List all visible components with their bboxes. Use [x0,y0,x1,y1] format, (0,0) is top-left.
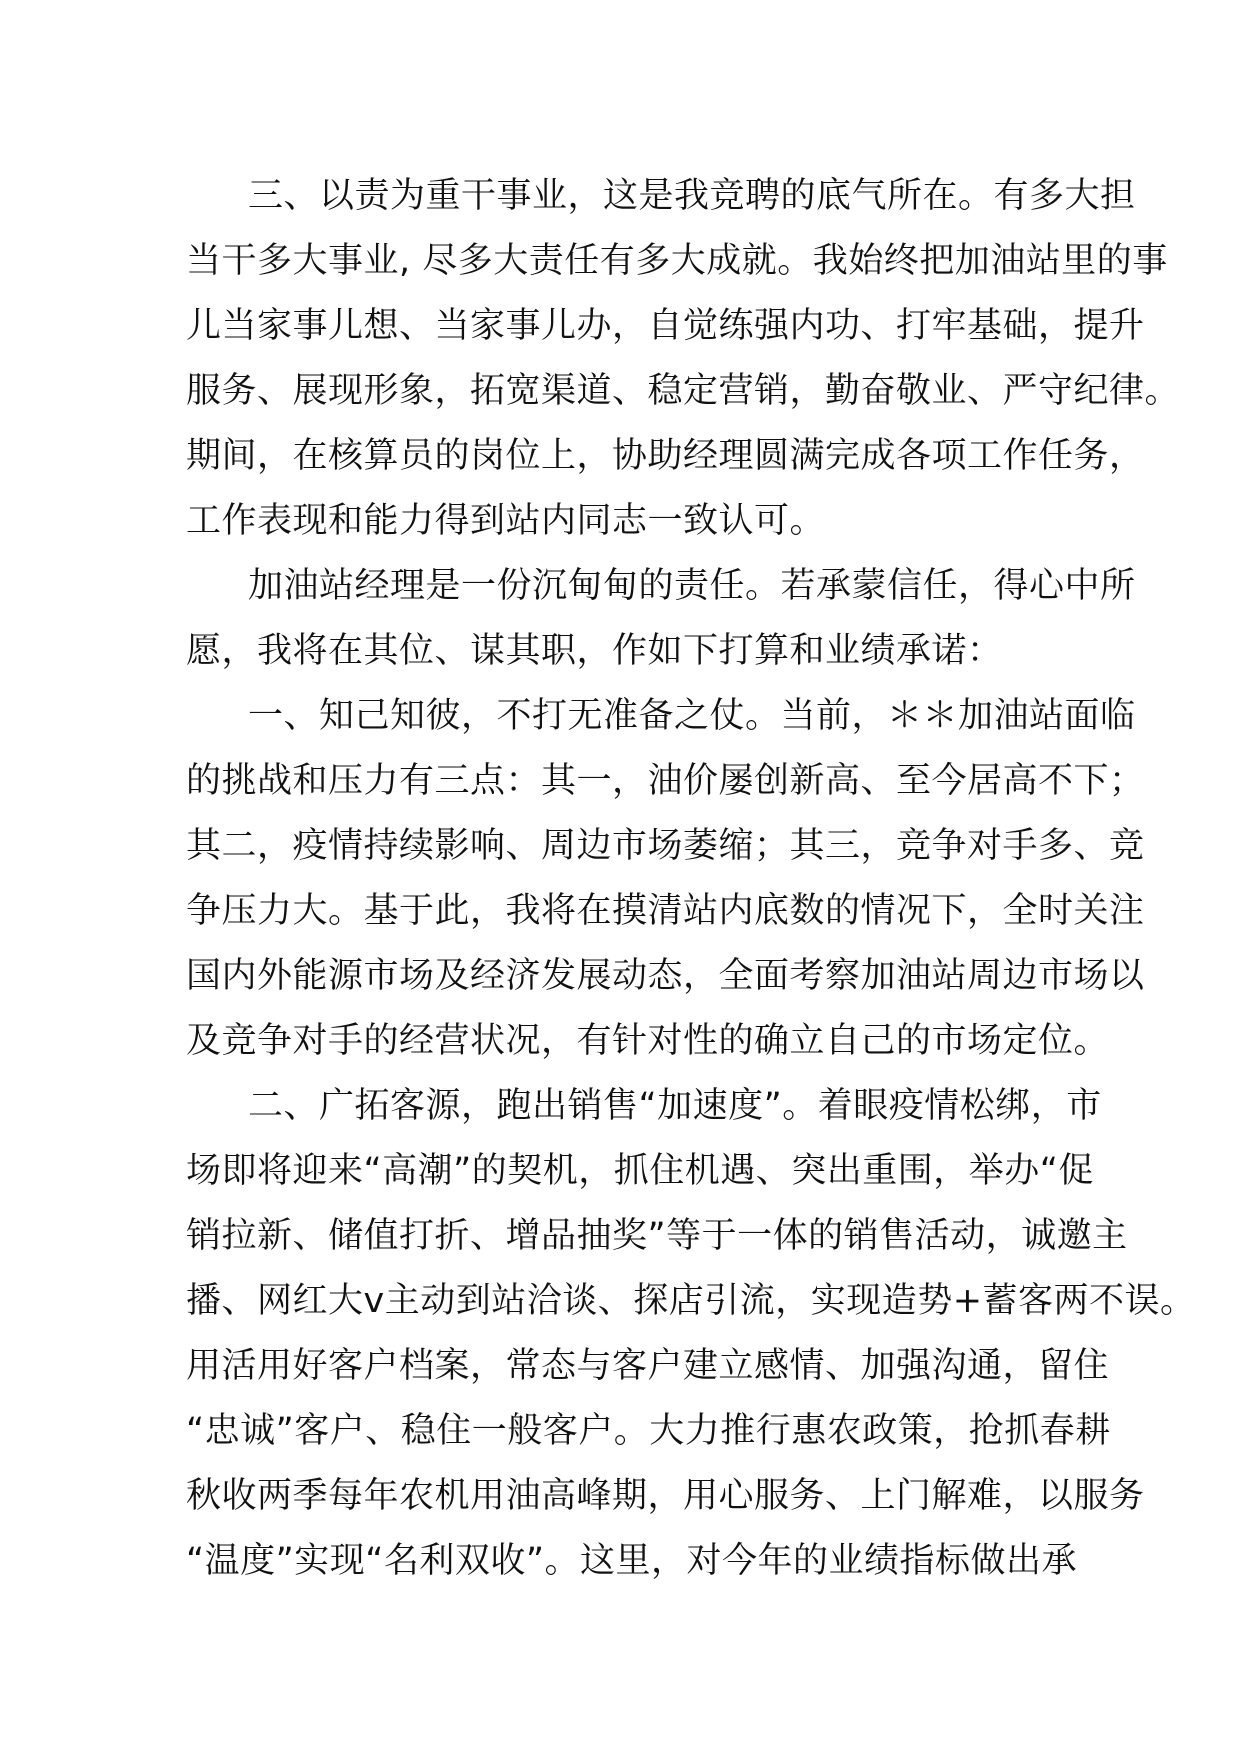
paragraph-line: 秋收两季每年农机用油高峰期，用心服务、上门解难，以服务 [186,1476,1145,1516]
paragraph-line: 的挑战和压力有三点：其一，油价屡创新高、至今居高不下； [186,761,1145,801]
paragraph-line: 场即将迎来“高潮”的契机，抓住机遇、突出重围，举办“促 [186,1151,1094,1191]
paragraph-line: 其二，疫情持续影响、周边市场萎缩；其三，竞争对手多、竞 [186,826,1145,866]
paragraph-line: 销拉新、储值打折、增品抽奖”等于一体的销售活动，诚邀主 [186,1216,1128,1256]
paragraph-line: 国内外能源市场及经济发展动态，全面考察加油站周边市场以 [186,956,1145,996]
paragraph-line: 工作表现和能力得到站内同志一致认可。 [186,501,826,541]
paragraph-line: 儿当家事儿想、当家事儿办，自觉练强内功、打牢基础，提升 [186,306,1145,346]
document-body [186,164,1196,1594]
paragraph-line: 期间，在核算员的岗位上，协助经理圆满完成各项工作任务， [186,436,1145,476]
paragraph-line: “温度”实现“名利双收”。这里，对今年的业绩指标做出承 [186,1541,1078,1581]
paragraph-line: 及竞争对手的经营状况，有针对性的确立自己的市场定位。 [186,1021,1110,1061]
paragraph-line: 争压力大。基于此，我将在摸清站内底数的情况下，全时关注 [186,891,1145,931]
paragraph-line: 服务、展现形象，拓宽渠道、稳定营销，勤奋敬业、严守纪律。 [186,371,1181,411]
paragraph-line: “忠诚”客户、稳住一般客户。大力推行惠农政策，抢抓春耕 [186,1411,1111,1451]
paragraph-line: 用活用好客户档案，常态与客户建立感情、加强沟通，留住 [186,1346,1110,1386]
paragraph-line: 三、以责为重干事业，这是我竞聘的底气所在。有多大担 [248,176,1136,216]
paragraph-line: 当干多大事业, 尽多大责任有多大成就。我始终把加油站里的事 [186,241,1168,281]
paragraph-line: 二、广拓客源，跑出销售“加速度”。着眼疫情松绑，市 [248,1086,1102,1126]
paragraph-line: 加油站经理是一份沉甸甸的责任。若承蒙信任，得心中所 [248,566,1136,606]
paragraph-line: 愿，我将在其位、谋其职，作如下打算和业绩承诺： [186,631,1003,671]
paragraph-line: 播、网红大v主动到站洽谈、探店引流，实现造势+蓄客两不误。 [186,1281,1196,1321]
paragraph-line: 一、知己知彼，不打无准备之仗。当前，＊＊加油站面临 [248,696,1136,736]
